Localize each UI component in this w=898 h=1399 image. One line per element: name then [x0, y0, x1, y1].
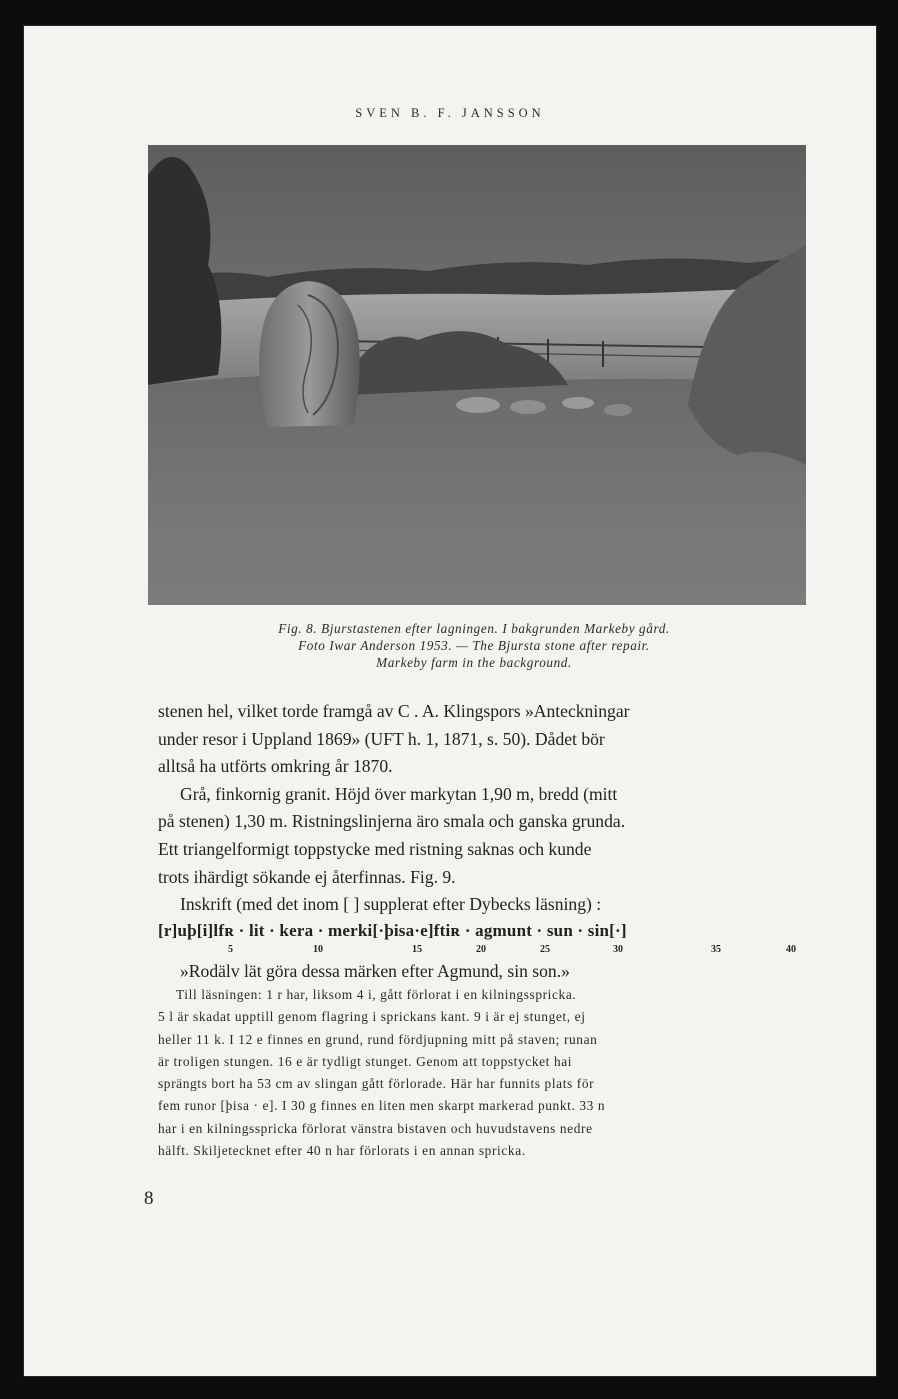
caption-line: Foto Iwar Anderson 1953. — The Bjursta stone after repair.	[298, 638, 650, 653]
photograph-bjursta-stone	[148, 145, 806, 605]
rune-number: 30	[613, 943, 623, 955]
rune-number: 35	[711, 943, 721, 955]
rune-number: 10	[313, 943, 323, 955]
rune-number: 5	[228, 943, 233, 955]
rune-number: 25	[540, 943, 550, 955]
reading-notes	[158, 984, 798, 1162]
body-line: på stenen) 1,30 m. Ristningslinjerna äro smala och ganska grunda.	[158, 811, 626, 832]
photo-drawing	[148, 145, 806, 605]
body-line: Ett triangelformigt toppstycke med ristning saknas och kunde	[158, 838, 592, 859]
rune-number: 15	[412, 943, 422, 955]
page-number: 8	[144, 1188, 154, 1209]
inscription-translation: »Rodälv lät göra dessa märken efter Agmund, sin son.»	[180, 960, 570, 981]
body-line: stenen hel, vilket torde framgå av C . A. Klingspors »Anteckningar	[158, 701, 630, 721]
book-page	[24, 26, 876, 1376]
running-head: SVEN B. F. JANSSON	[355, 106, 545, 120]
figure-caption	[164, 620, 784, 671]
note-line: sprängts bort ha 53 cm av slingan gått förlorade. Här har funnits plats för	[158, 1076, 595, 1092]
note-line: har i en kilningsspricka förlorat vänstra bistaven och huvudstavens nedre	[158, 1120, 593, 1136]
body-line: Inskrift (med det inom [ ] supplerat efter Dybecks läsning) :	[180, 894, 602, 915]
rune-number: 40	[786, 943, 796, 955]
rune-inscription: [r]uþ[i]lfʀ · lit · kera · merki[·þisa·e]ftiʀ · agmunt · sun · sin[·]	[158, 920, 627, 940]
note-line: är troligen stungen. 16 e är tydligt stunget. Genom att toppstycket hai	[158, 1053, 573, 1069]
body-text	[158, 698, 798, 985]
caption-line: Fig. 8. Bjurstastenen efter lagningen. I bakgrunden Markeby gård.	[278, 621, 670, 636]
note-line: heller 11 k. I 12 e finnes en grund, rund fördjupning mitt på staven; runan	[158, 1031, 598, 1047]
rune-number: 20	[476, 943, 486, 955]
note-line: 5 l är skadat upptill genom flagring i sprickans kant. 9 i är ej stunget, ej	[158, 1009, 586, 1025]
rune-numbering	[158, 943, 798, 957]
caption-line: Markeby farm in the background.	[376, 655, 572, 670]
body-line: Grå, finkornig granit. Höjd över markytan 1,90 m, bredd (mitt	[180, 783, 618, 804]
note-line: fem runor [þisa · e]. I 30 g finnes en liten men skarpt markerad punkt. 33 n	[158, 1098, 606, 1114]
note-line: Till läsningen: 1 r har, liksom 4 i, gått förlorat i en kilningsspricka.	[176, 987, 577, 1002]
body-line: under resor i Uppland 1869» (UFT h. 1, 1871, s. 50). Dådet bör	[158, 728, 605, 749]
body-line: alltså ha utförts omkring år 1870.	[158, 756, 393, 777]
note-line: hälft. Skiljetecknet efter 40 n har förlorats i en annan spricka.	[158, 1143, 526, 1159]
body-line: trots ihärdigt sökande ej återfinnas. Fig. 9.	[158, 866, 456, 887]
